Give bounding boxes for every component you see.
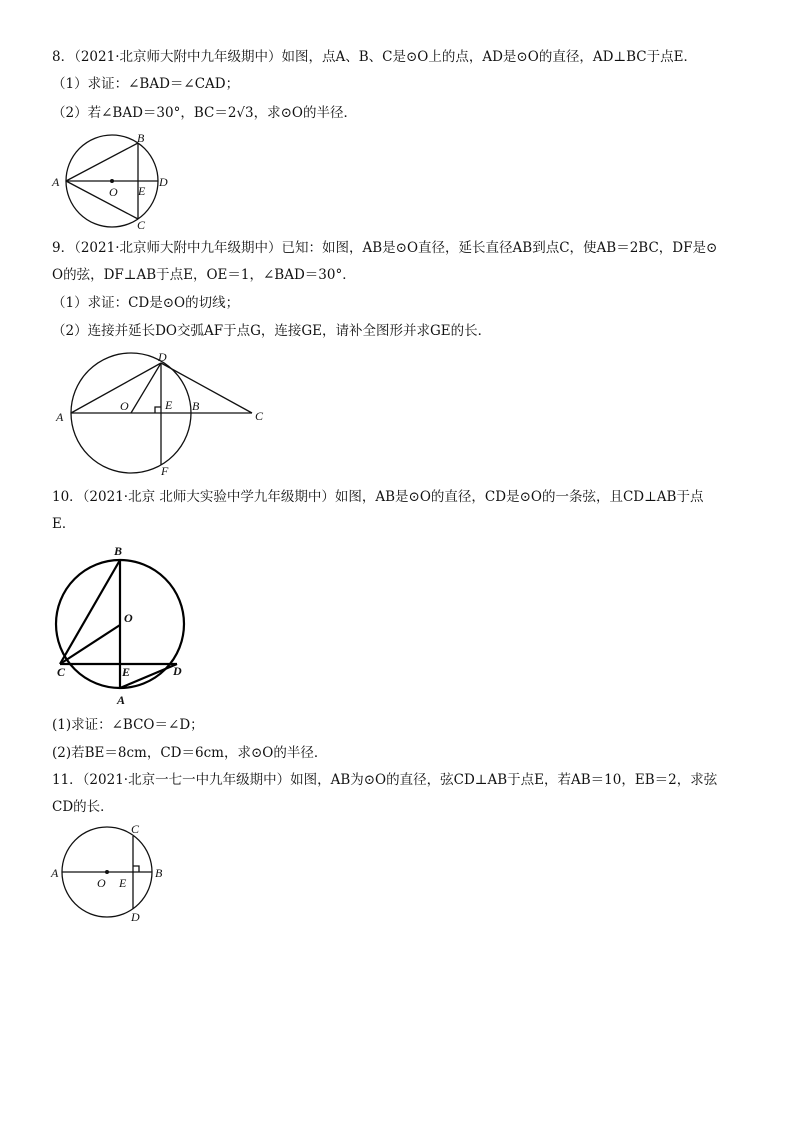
problem-9-stem: 9．（2021·北京师大附中九年级期中）已知：如图，AB是⊙O直径，延长直径AB到点C，使AB＝2BC，DF是⊙ <box>52 240 718 256</box>
fig8-label-D: D <box>159 175 168 189</box>
fig8-label-O: O <box>109 185 118 199</box>
problem-8-stem: 8．（2021·北京师大附中九年级期中）如图，点A、B、C是⊙O上的点，AD是⊙O的直径，AD⊥BC于点E． <box>52 49 697 65</box>
problem-9-stem-cont: O的弦，DF⊥AB于点E，OE＝1，∠BAD＝30°． <box>52 267 356 283</box>
fig8-label-C: C <box>137 218 146 232</box>
fig11-label-C: C <box>131 822 140 836</box>
fig11-right-angle <box>133 866 139 872</box>
fig8-label-B: B <box>137 131 145 145</box>
problem-8-part-2: （2）若∠BAD＝30°，BC＝2√3，求⊙O的半径． <box>52 105 357 121</box>
fig11-label-E: E <box>119 876 127 890</box>
fig11-label-O: O <box>97 876 106 890</box>
fig10-label-O: O <box>124 611 133 625</box>
problem-10-part-2: (2)若BE＝8cm，CD＝6cm，求⊙O的半径． <box>52 745 328 761</box>
fig10-label-C: C <box>57 665 66 679</box>
fig9-label-O: O <box>120 399 129 413</box>
fig11-label-B: B <box>155 866 163 880</box>
fig11-O-dot <box>105 870 109 874</box>
problem-9-part-1: （1）求证：CD是⊙O的切线； <box>52 295 240 311</box>
problem-9-part-2: （2）连接并延长DO交弧AF于点G，连接GE，请补全图形并求GE的长． <box>52 323 492 339</box>
problem-8-part-1: （1）求证：∠BAD＝∠CAD； <box>52 76 240 92</box>
fig9-label-C: C <box>255 409 264 423</box>
fig9-label-E: E <box>165 398 173 412</box>
problem-11-stem-cont: CD的长． <box>52 799 114 815</box>
problem-11-stem: 11．（2021·北京一七一中九年级期中）如图，AB为⊙O的直径，弦CD⊥AB于点E，若AB＝10，EB＝2，求弦 <box>52 772 718 788</box>
fig11-label-A: A <box>51 866 59 880</box>
problem-10-part-1: (1)求证：∠BCO＝∠D； <box>52 717 204 733</box>
problem-10-stem: 10．（2021·北京 北师大实验中学九年级期中）如图，AB是⊙O的直径，CD是⊙O的一条弦，且CD⊥AB于点 <box>52 489 704 505</box>
fig10-label-E: E <box>122 665 131 679</box>
fig10-label-D: D <box>173 664 182 678</box>
fig11-label-D: D <box>131 910 140 924</box>
fig8-label-E: E <box>138 184 146 198</box>
fig9-label-A: A <box>56 410 64 424</box>
fig9-label-F: F <box>161 464 169 478</box>
fig8-label-A: A <box>52 175 60 189</box>
fig10-label-B: B <box>114 544 123 558</box>
fig9-label-B: B <box>192 399 200 413</box>
fig10-label-A: A <box>117 693 126 707</box>
problem-10-stem-cont: E． <box>52 516 76 532</box>
fig9-label-D: D <box>158 350 167 364</box>
